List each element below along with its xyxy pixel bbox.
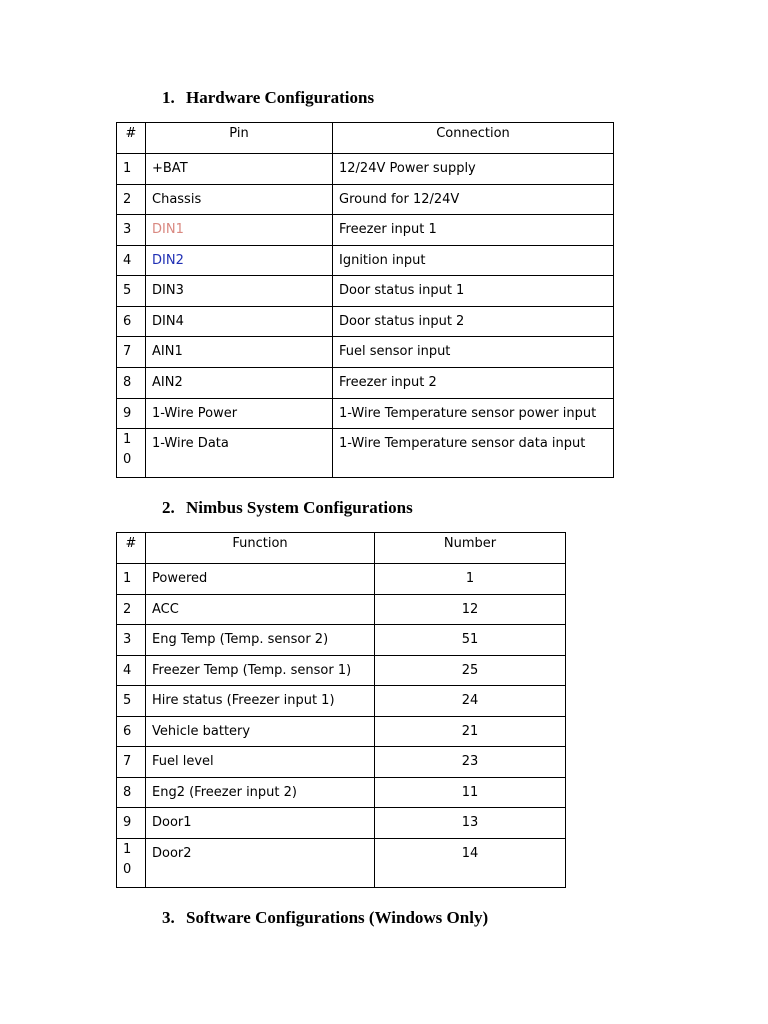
pin-cell: Chassis [146, 185, 333, 215]
table-row [117, 686, 566, 717]
section-number: 1. [162, 88, 175, 107]
table-row [117, 154, 614, 185]
connection-cell: 12/24V Power supply [333, 154, 614, 185]
number-cell: 25 [375, 656, 566, 686]
number-cell: 51 [375, 625, 566, 656]
section-heading-software [162, 908, 488, 928]
section-number: 3. [162, 908, 175, 927]
hardware-table [116, 122, 614, 478]
pin-cell: 1-Wire Power [146, 399, 333, 429]
column-header-function: Function [146, 533, 375, 564]
row-index: 3 [117, 215, 146, 246]
column-header-index: # [117, 123, 146, 154]
table-row [117, 307, 614, 337]
connection-cell: Ignition input [333, 246, 614, 276]
number-cell: 11 [375, 778, 566, 808]
row-index-digit: 1 [123, 842, 132, 857]
pin-cell: AIN1 [146, 337, 333, 368]
table-row [117, 839, 566, 888]
pin-cell: AIN2 [146, 368, 333, 399]
table-row [117, 215, 614, 246]
column-header-connection: Connection [333, 123, 614, 154]
section-number: 2. [162, 498, 175, 517]
row-index [117, 429, 146, 478]
table-row [117, 368, 614, 399]
table-row [117, 246, 614, 276]
table-row [117, 564, 566, 595]
row-index: 4 [117, 656, 146, 686]
row-index: 2 [117, 595, 146, 625]
table-row [117, 717, 566, 747]
function-cell: Powered [146, 564, 375, 595]
function-cell: Eng2 (Freezer input 2) [146, 778, 375, 808]
number-cell: 1 [375, 564, 566, 595]
row-index: 7 [117, 747, 146, 778]
row-index [117, 839, 146, 888]
connection-cell: Ground for 12/24V [333, 185, 614, 215]
table-row [117, 778, 566, 808]
pin-cell: DIN4 [146, 307, 333, 337]
column-header-index: # [117, 533, 146, 564]
row-index: 9 [117, 399, 146, 429]
section-title: Nimbus System Configurations [186, 498, 413, 517]
section-heading-nimbus [162, 498, 413, 518]
connection-cell: 1-Wire Temperature sensor power input [333, 399, 614, 429]
table-row [117, 656, 566, 686]
row-index: 4 [117, 246, 146, 276]
table-header-row [117, 123, 614, 154]
pin-cell: 1-Wire Data [146, 429, 333, 478]
number-cell: 13 [375, 808, 566, 839]
pin-cell: DIN2 [146, 246, 333, 276]
table-row [117, 808, 566, 839]
table-row [117, 625, 566, 656]
number-cell: 12 [375, 595, 566, 625]
section-title: Hardware Configurations [186, 88, 375, 107]
row-index-digit: 0 [123, 452, 132, 467]
row-index: 8 [117, 368, 146, 399]
row-index: 5 [117, 276, 146, 307]
function-cell: Eng Temp (Temp. sensor 2) [146, 625, 375, 656]
pin-cell: +BAT [146, 154, 333, 185]
row-index: 6 [117, 717, 146, 747]
row-index: 8 [117, 778, 146, 808]
nimbus-table [116, 532, 566, 888]
connection-cell: 1-Wire Temperature sensor data input [333, 429, 614, 478]
connection-cell: Door status input 1 [333, 276, 614, 307]
row-index: 9 [117, 808, 146, 839]
row-index: 1 [117, 154, 146, 185]
number-cell: 21 [375, 717, 566, 747]
table-header-row [117, 533, 566, 564]
pin-cell: DIN3 [146, 276, 333, 307]
number-cell: 23 [375, 747, 566, 778]
row-index: 6 [117, 307, 146, 337]
section-title: Software Configurations (Windows Only) [186, 908, 489, 927]
connection-cell: Freezer input 2 [333, 368, 614, 399]
connection-cell: Fuel sensor input [333, 337, 614, 368]
function-cell: Fuel level [146, 747, 375, 778]
table-row [117, 429, 614, 478]
function-cell: Vehicle battery [146, 717, 375, 747]
row-index: 2 [117, 185, 146, 215]
function-cell: Door1 [146, 808, 375, 839]
number-cell: 14 [375, 839, 566, 888]
number-cell: 24 [375, 686, 566, 717]
connection-cell: Door status input 2 [333, 307, 614, 337]
table-row [117, 185, 614, 215]
row-index-digit: 0 [123, 862, 132, 877]
connection-cell: Freezer input 1 [333, 215, 614, 246]
column-header-number: Number [375, 533, 566, 564]
function-cell: ACC [146, 595, 375, 625]
function-cell: Hire status (Freezer input 1) [146, 686, 375, 717]
table-row [117, 595, 566, 625]
row-index: 3 [117, 625, 146, 656]
table-row [117, 399, 614, 429]
function-cell: Freezer Temp (Temp. sensor 1) [146, 656, 375, 686]
row-index: 1 [117, 564, 146, 595]
column-header-pin: Pin [146, 123, 333, 154]
row-index-digit: 1 [123, 432, 132, 447]
row-index: 5 [117, 686, 146, 717]
table-row [117, 337, 614, 368]
function-cell: Door2 [146, 839, 375, 888]
row-index: 7 [117, 337, 146, 368]
table-row [117, 276, 614, 307]
pin-cell: DIN1 [146, 215, 333, 246]
section-heading-hardware [162, 88, 374, 108]
table-row [117, 747, 566, 778]
